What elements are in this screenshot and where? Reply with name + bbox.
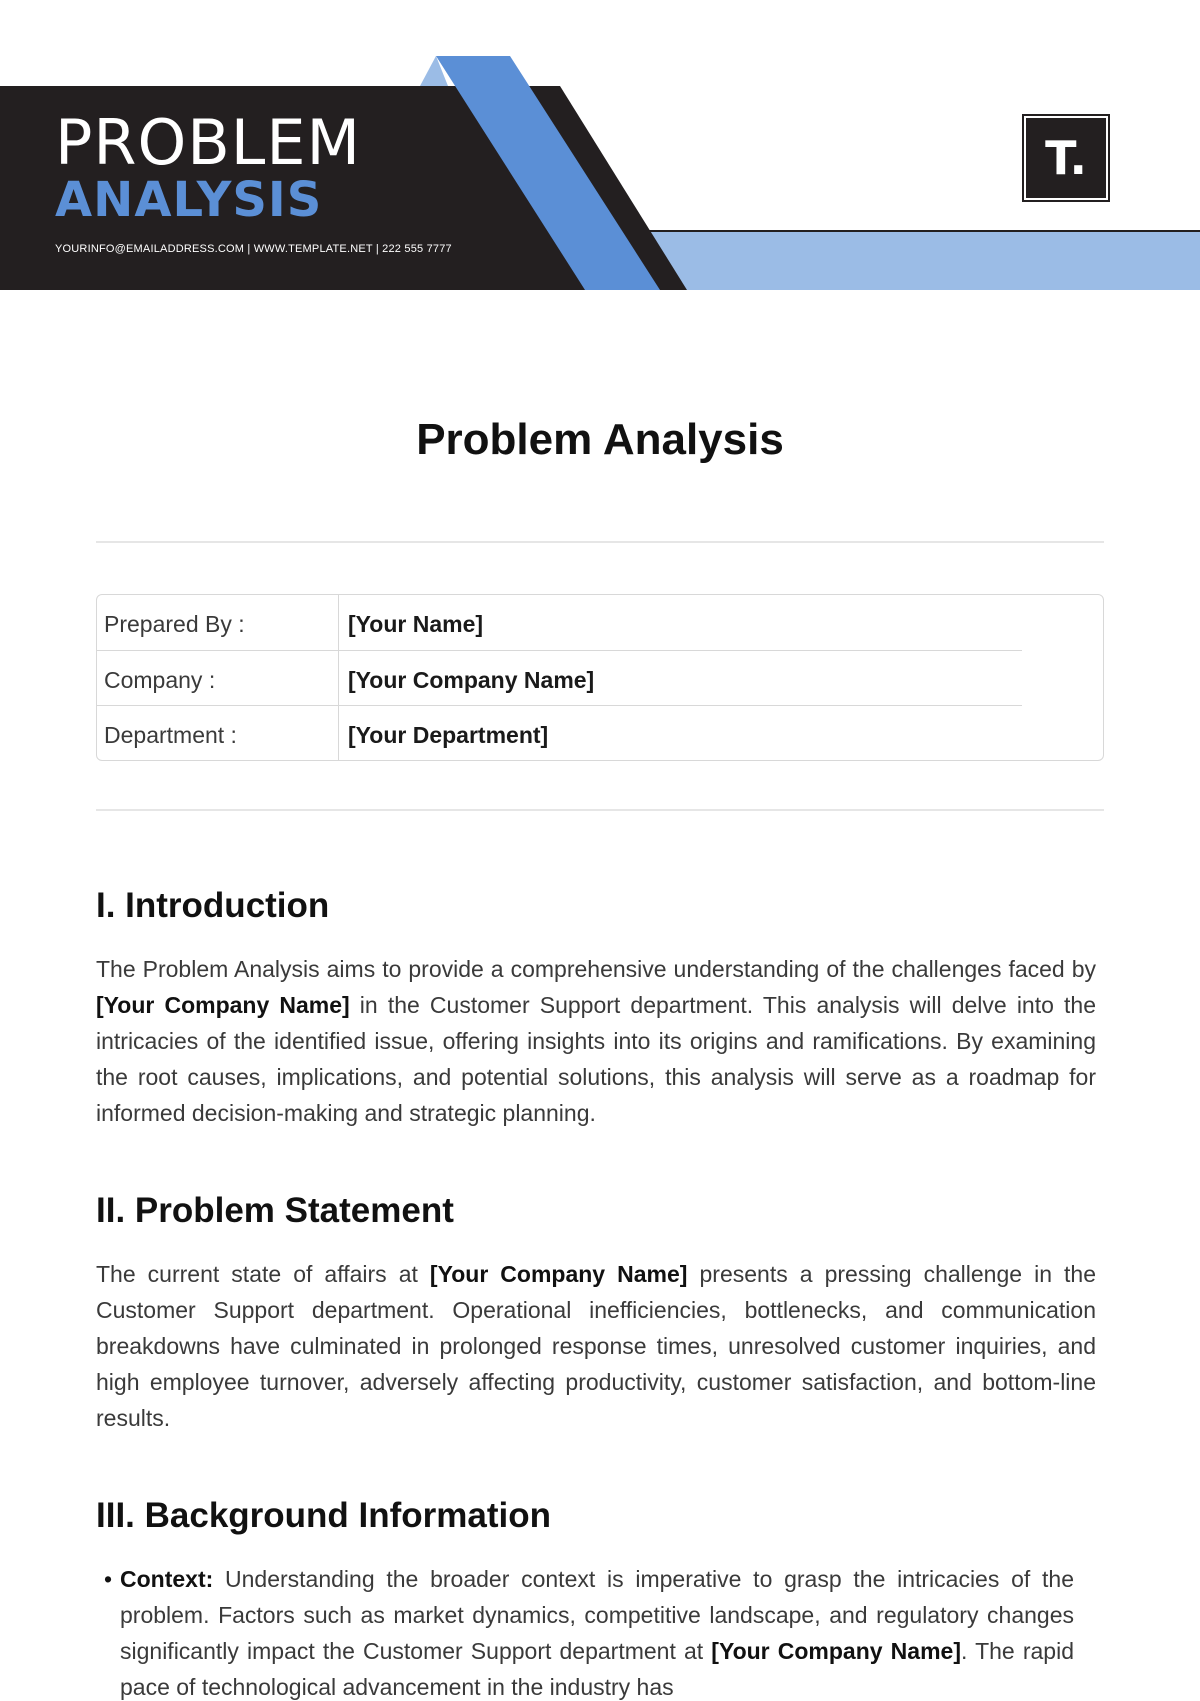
logo-mark: T. [1026, 118, 1106, 198]
text: Understanding the broader context is imperative to grasp the intricacies of the problem. Factors such as market dynamics, competitive landscape, and regulatory changes significantly impact the Customer Support department at [120, 1566, 1074, 1664]
info-value: [Your Name] [348, 611, 484, 637]
bullet-label: Context: [120, 1566, 214, 1592]
section-heading-problem-statement: II. Problem Statement [96, 1191, 454, 1230]
company-placeholder: [Your Company Name] [429, 1261, 688, 1287]
info-value: [Your Department] [348, 722, 549, 748]
info-value: [Your Company Name] [348, 667, 595, 693]
info-label: Company : [104, 667, 216, 693]
divider-top [96, 541, 1104, 543]
introduction-paragraph [96, 951, 1096, 1131]
divider-bottom [96, 809, 1104, 811]
background-bullet-list [104, 1561, 1074, 1701]
company-placeholder: [Your Company Name] [711, 1638, 961, 1664]
text: in the Customer Support department. This analysis will delve into the intricacies of the identified issue, offering insights into its origins and ramifications. By examining the root causes, implications, and potential solutions, this analysis will serve as a roadmap for informed decision-making and strategic planning. [96, 992, 1097, 1126]
brand-subtitle: ANALYSIS [55, 172, 323, 228]
company-placeholder: [Your Company Name] [96, 992, 350, 1018]
info-table [96, 594, 1104, 761]
info-label: Department : [104, 722, 237, 748]
section-heading-introduction: I. Introduction [96, 886, 330, 925]
text: The current state of affairs at [96, 1261, 430, 1287]
info-row-prepared-by [97, 595, 1103, 650]
section-heading-background: III. Background Information [96, 1496, 552, 1535]
info-label: Prepared By : [104, 611, 245, 637]
document-title: Problem Analysis [416, 415, 784, 464]
text: The Problem Analysis aims to provide a comprehensive understanding of the challenges faced by [96, 956, 1096, 982]
text: presents a pressing challenge in the Customer Support department. Operational inefficiencies, bottlenecks, and communication breakdowns have culminated in prolonged response times, unresolved customer inquiries, and high employee turnover, adversely affecting productivity, customer satisfaction, and bottom-line results. [96, 1261, 1096, 1431]
text: . The rapid pace of technological advancement in the industry has [120, 1638, 1074, 1700]
banner-light-strip [640, 231, 1200, 290]
header-banner [0, 0, 1200, 300]
company-logo [1022, 114, 1110, 202]
brand-title: PROBLEM [55, 106, 362, 179]
info-row-company [97, 651, 1103, 706]
contact-line: YOURINFO@EMAILADDRESS.COM | WWW.TEMPLATE.NET | 222 555 7777 [55, 243, 452, 255]
info-row-department [97, 706, 1103, 761]
problem-statement-paragraph [96, 1256, 1096, 1436]
bullet-context [104, 1561, 1074, 1701]
